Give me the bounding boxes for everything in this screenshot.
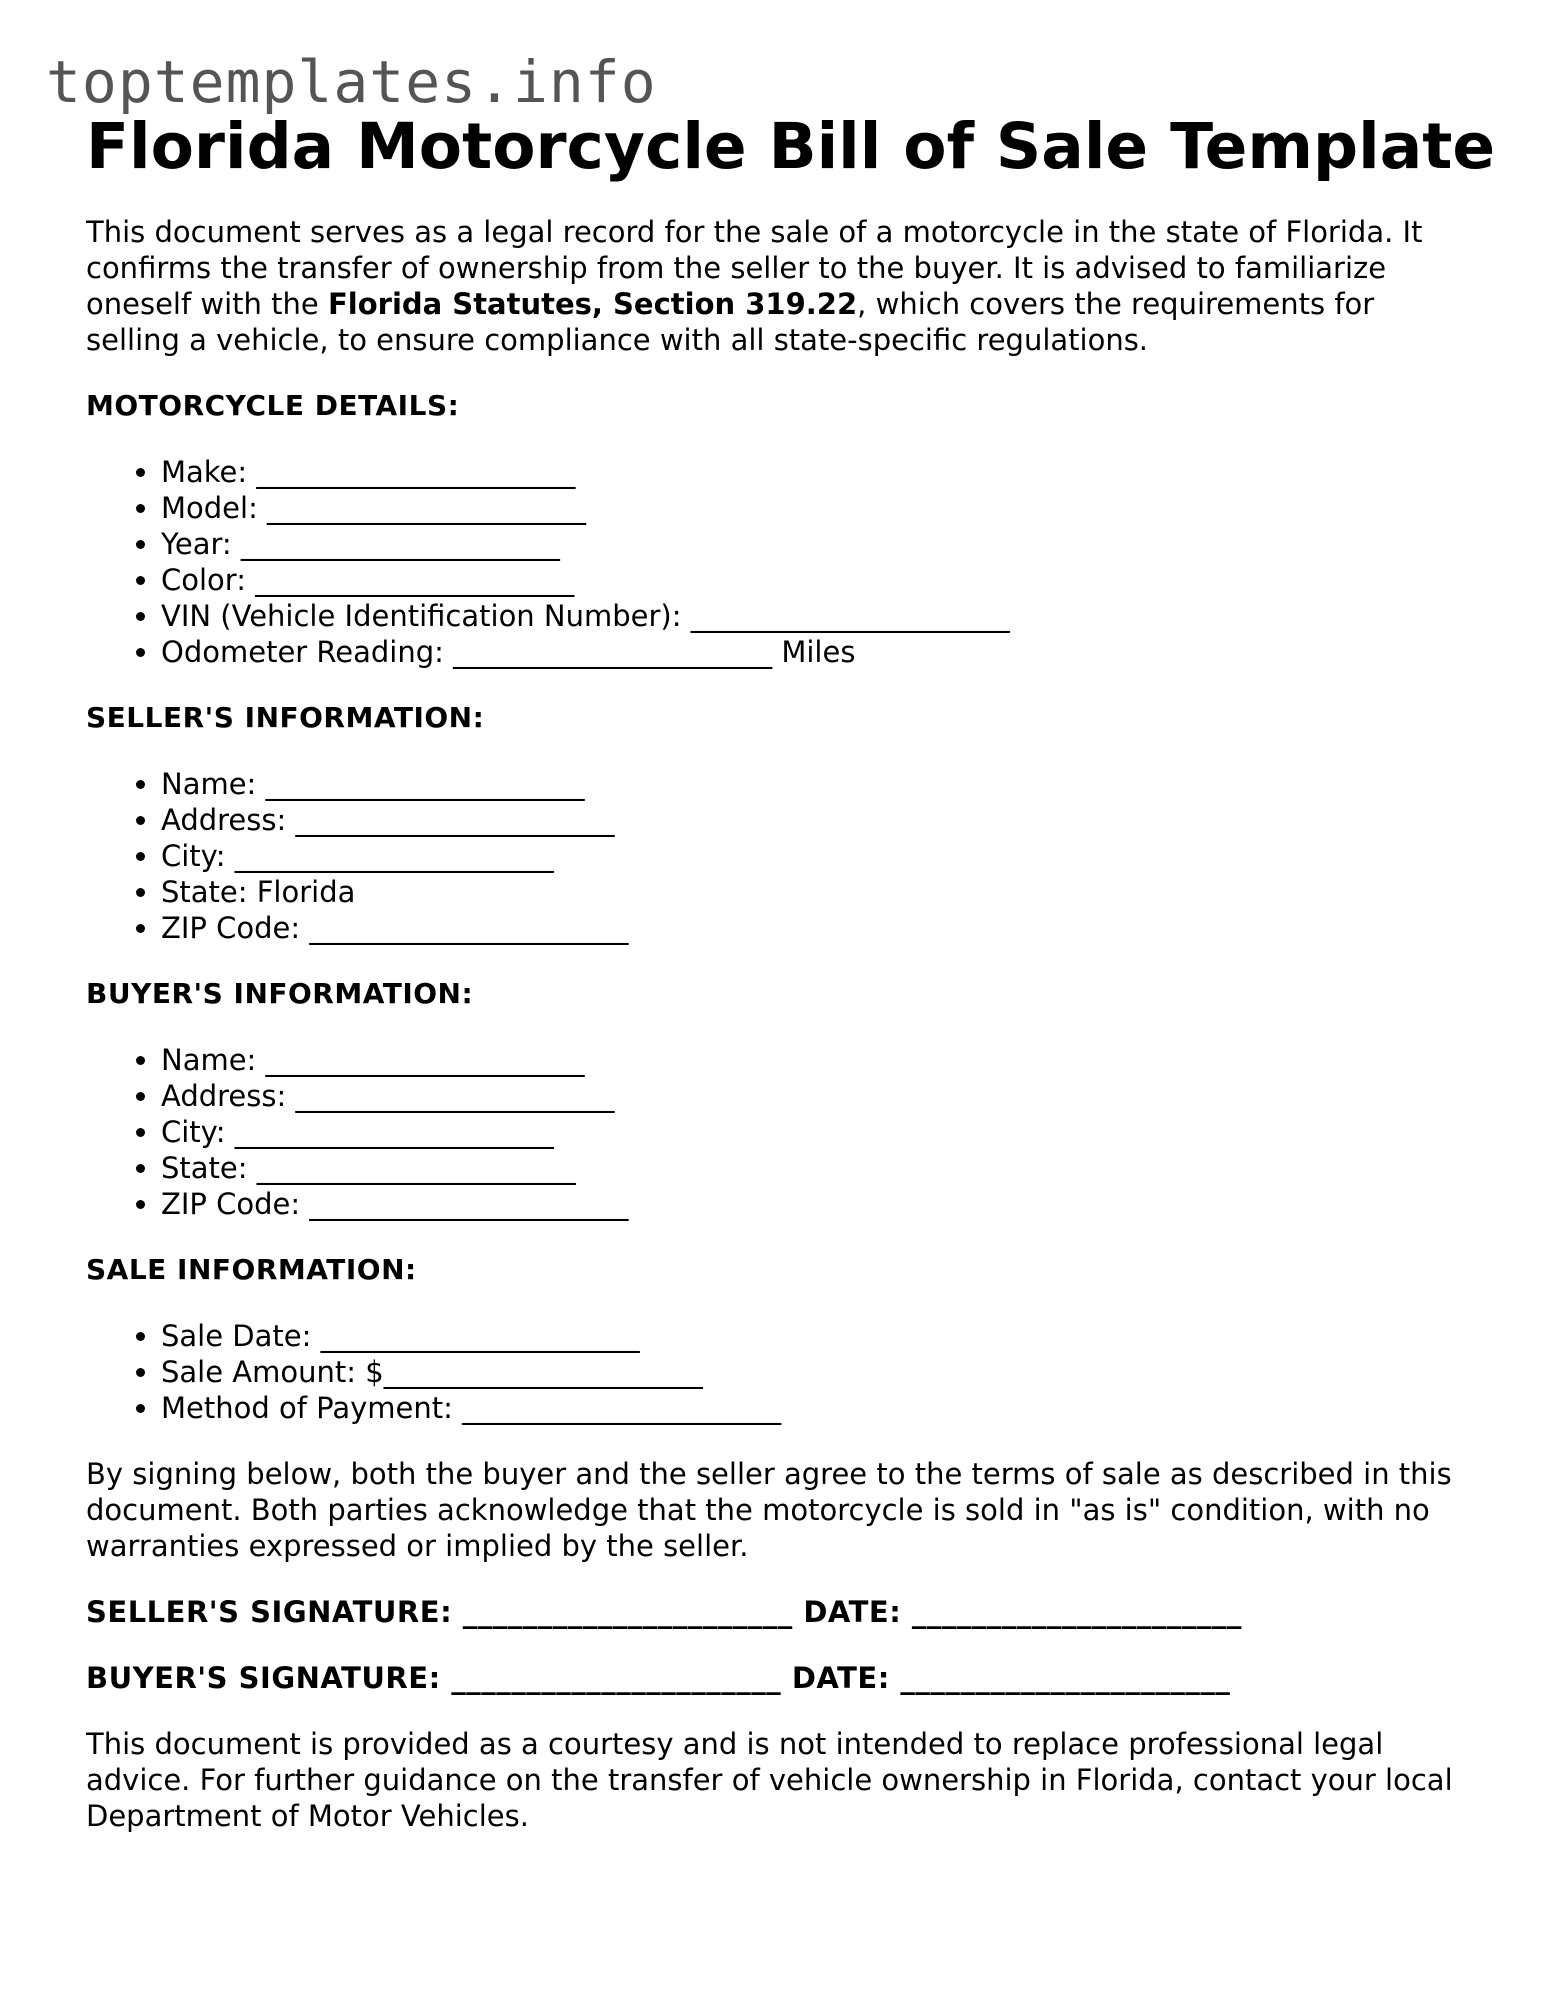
field-year: • Year: ______________________ [161,526,1486,562]
seller-field-city: • City: ______________________ [161,838,1486,874]
buyer-field-state: • State: ______________________ [161,1150,1486,1186]
field-sale-amount: • Sale Amount: $______________________ [161,1354,1486,1390]
buyer-signature-line: BUYER'S SIGNATURE: ______________________ DATE: ______________________ [86,1661,1231,1695]
buyer-information-heading: BUYER'S INFORMATION: [86,977,474,1010]
intro-text-after: , which covers the requirements for selling a vehicle, to ensure compliance with all state-specific regulations. [86,287,1375,357]
field-sale-date: • Sale Date: ______________________ [161,1318,1486,1354]
document-title: Florida Motorcycle Bill of Sale Template [86,110,1496,183]
sale-information-heading: SALE INFORMATION: [86,1253,417,1286]
intro-paragraph [86,214,1466,358]
seller-signature-line: SELLER'S SIGNATURE: ______________________ DATE: ______________________ [86,1595,1242,1629]
field-payment-method: • Method of Payment: ______________________ [161,1390,1486,1426]
field-model: • Model: ______________________ [161,490,1486,526]
watermark-text: toptemplates.info [46,48,657,116]
seller-field-address: • Address: ______________________ [161,802,1486,838]
field-odometer: • Odometer Reading: ______________________ Miles [161,634,1486,670]
intro-text-before: This document serves as a legal record for the sale of a motorcycle in the state of Florida. It confirms the transfer of ownership from the seller to the buyer. It is advised to familiarize oneself with the [86,215,1423,321]
sale-information-list [86,1318,1486,1426]
seller-field-zip: • ZIP Code: ______________________ [161,910,1486,946]
statute-reference: Florida Statutes, Section 319.22 [327,287,858,321]
buyer-field-city: • City: ______________________ [161,1114,1486,1150]
motorcycle-details-list [86,454,1486,670]
motorcycle-details-heading: MOTORCYCLE DETAILS: [86,389,460,422]
buyer-field-address: • Address: ______________________ [161,1078,1486,1114]
seller-information-list [86,766,1486,946]
disclaimer-paragraph: This document is provided as a courtesy and is not intended to replace professional legal advice. For further guidance on the transfer of vehicle ownership in Florida, contact your local Department of Motor Vehicles. [86,1727,1453,1833]
buyer-field-name: • Name: ______________________ [161,1042,1486,1078]
agreement-paragraph: By signing below, both the buyer and the seller agree to the terms of sale as described in this document. Both parties acknowledge that the motorcycle is sold in "as is" condition, with no warranties expressed or implied by the seller. [86,1457,1452,1563]
field-color: • Color: ______________________ [161,562,1486,598]
field-make: • Make: ______________________ [161,454,1486,490]
seller-field-name: • Name: ______________________ [161,766,1486,802]
seller-information-heading: SELLER'S INFORMATION: [86,701,485,734]
field-vin: • VIN (Vehicle Identification Number): ______________________ [161,598,1486,634]
buyer-information-list [86,1042,1486,1222]
seller-field-state: • State: Florida [161,874,1486,910]
buyer-field-zip: • ZIP Code: ______________________ [161,1186,1486,1222]
document-body [86,108,1496,1834]
